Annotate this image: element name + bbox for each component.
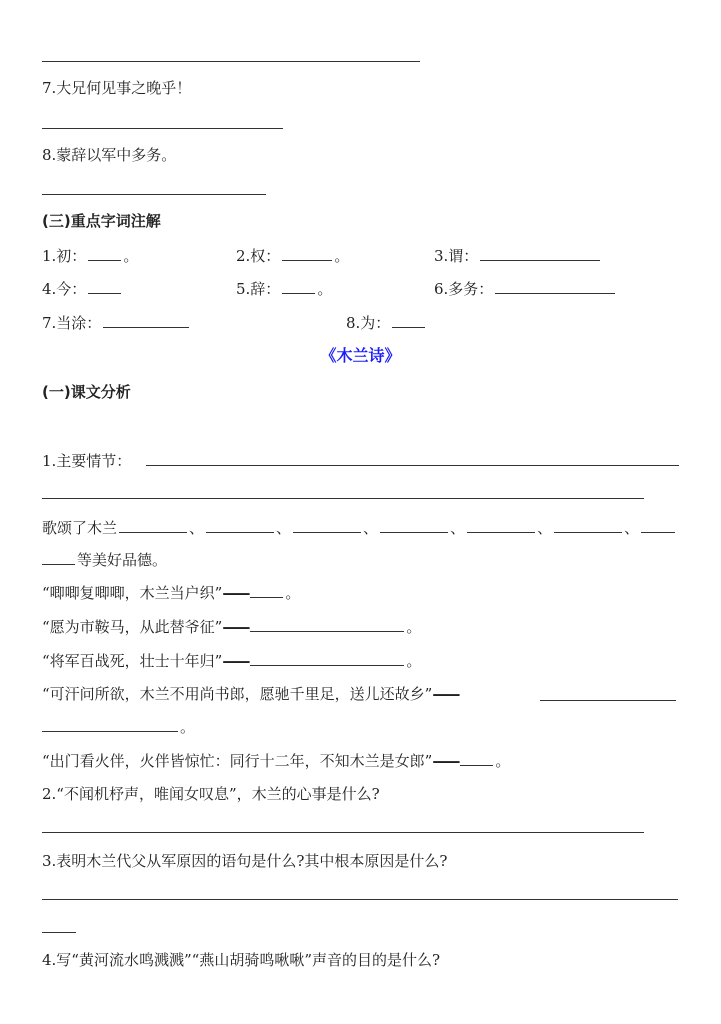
blank[interactable]: [380, 518, 448, 533]
answer-line[interactable]: [540, 700, 676, 701]
praise-line: 歌颂了木兰 、 、 、 、 、 、: [42, 518, 677, 538]
question-2: 2.“不闻机杼声，唯闻女叹息”，木兰的心事是什么?: [42, 785, 380, 803]
blank[interactable]: [282, 279, 315, 294]
blank[interactable]: [460, 751, 493, 766]
section-heading-vocab: (三)重点字词注解: [42, 212, 161, 230]
vocab-item-3: 3.谓：: [434, 246, 602, 266]
blank[interactable]: [88, 279, 121, 294]
quote-3: “将军百战死，壮士十年归”—— 。: [42, 652, 422, 670]
vocab-item-4: 4.今：: [42, 279, 123, 299]
blank[interactable]: [119, 518, 187, 533]
question-1: 1.主要情节：: [42, 452, 132, 470]
answer-line[interactable]: [42, 899, 678, 900]
blank[interactable]: [103, 313, 189, 328]
quote-4: “可汗问所欲，木兰不用尚书郎，愿驰千里足，送儿还故乡”——: [42, 685, 459, 703]
blank[interactable]: [293, 518, 361, 533]
question-4: 4.写“黄河流水鸣溅溅”“燕山胡骑鸣啾啾”声音的目的是什么?: [42, 951, 441, 969]
vocab-item-6: 6.多务：: [434, 279, 617, 299]
blank[interactable]: [250, 583, 283, 598]
answer-line[interactable]: [42, 832, 644, 833]
blank[interactable]: [88, 246, 121, 261]
blank[interactable]: [42, 550, 75, 565]
question-3: 3.表明木兰代父从军原因的语句是什么?其中根本原因是什么?: [42, 852, 448, 870]
quote-1: “唧唧复唧唧，木兰当户织”—— 。: [42, 584, 301, 602]
blank[interactable]: [467, 518, 535, 533]
vocab-item-1: 1.初： 。: [42, 247, 139, 265]
vocab-item-5: 5.辞： 。: [236, 280, 333, 298]
answer-line[interactable]: [42, 61, 420, 62]
question-8: 8.蒙辞以军中多务。: [42, 146, 177, 164]
answer-line[interactable]: [42, 194, 266, 195]
blank[interactable]: [392, 313, 425, 328]
poem-title: 《木兰诗》: [320, 346, 401, 365]
answer-line[interactable]: [42, 128, 283, 129]
vocab-item-8: 8.为：: [346, 313, 427, 333]
blank[interactable]: [480, 246, 600, 261]
section-heading-analysis: (一)课文分析: [42, 383, 131, 401]
blank[interactable]: [282, 246, 332, 261]
answer-line[interactable]: [42, 498, 644, 499]
quote-4-cont: 。: [42, 717, 195, 737]
answer-line[interactable]: [146, 465, 679, 466]
blank[interactable]: [554, 518, 622, 533]
blank[interactable]: [641, 518, 675, 533]
vocab-item-2: 2.权： 。: [236, 247, 350, 265]
blank[interactable]: [250, 617, 404, 632]
question-7: 7.大兄何见事之晚乎！: [42, 79, 192, 97]
praise-line-cont: 等美好品德。: [42, 550, 167, 570]
quote-2: “愿为市鞍马，从此替爷征”—— 。: [42, 618, 422, 636]
quote-5: “出门看火伴，火伴皆惊忙：同行十二年，不知木兰是女郎”—— 。: [42, 752, 511, 770]
blank[interactable]: [250, 651, 404, 666]
answer-line[interactable]: [42, 932, 76, 933]
blank[interactable]: [206, 518, 274, 533]
blank[interactable]: [495, 279, 615, 294]
vocab-item-7: 7.当涂：: [42, 313, 191, 333]
blank[interactable]: [42, 717, 178, 732]
